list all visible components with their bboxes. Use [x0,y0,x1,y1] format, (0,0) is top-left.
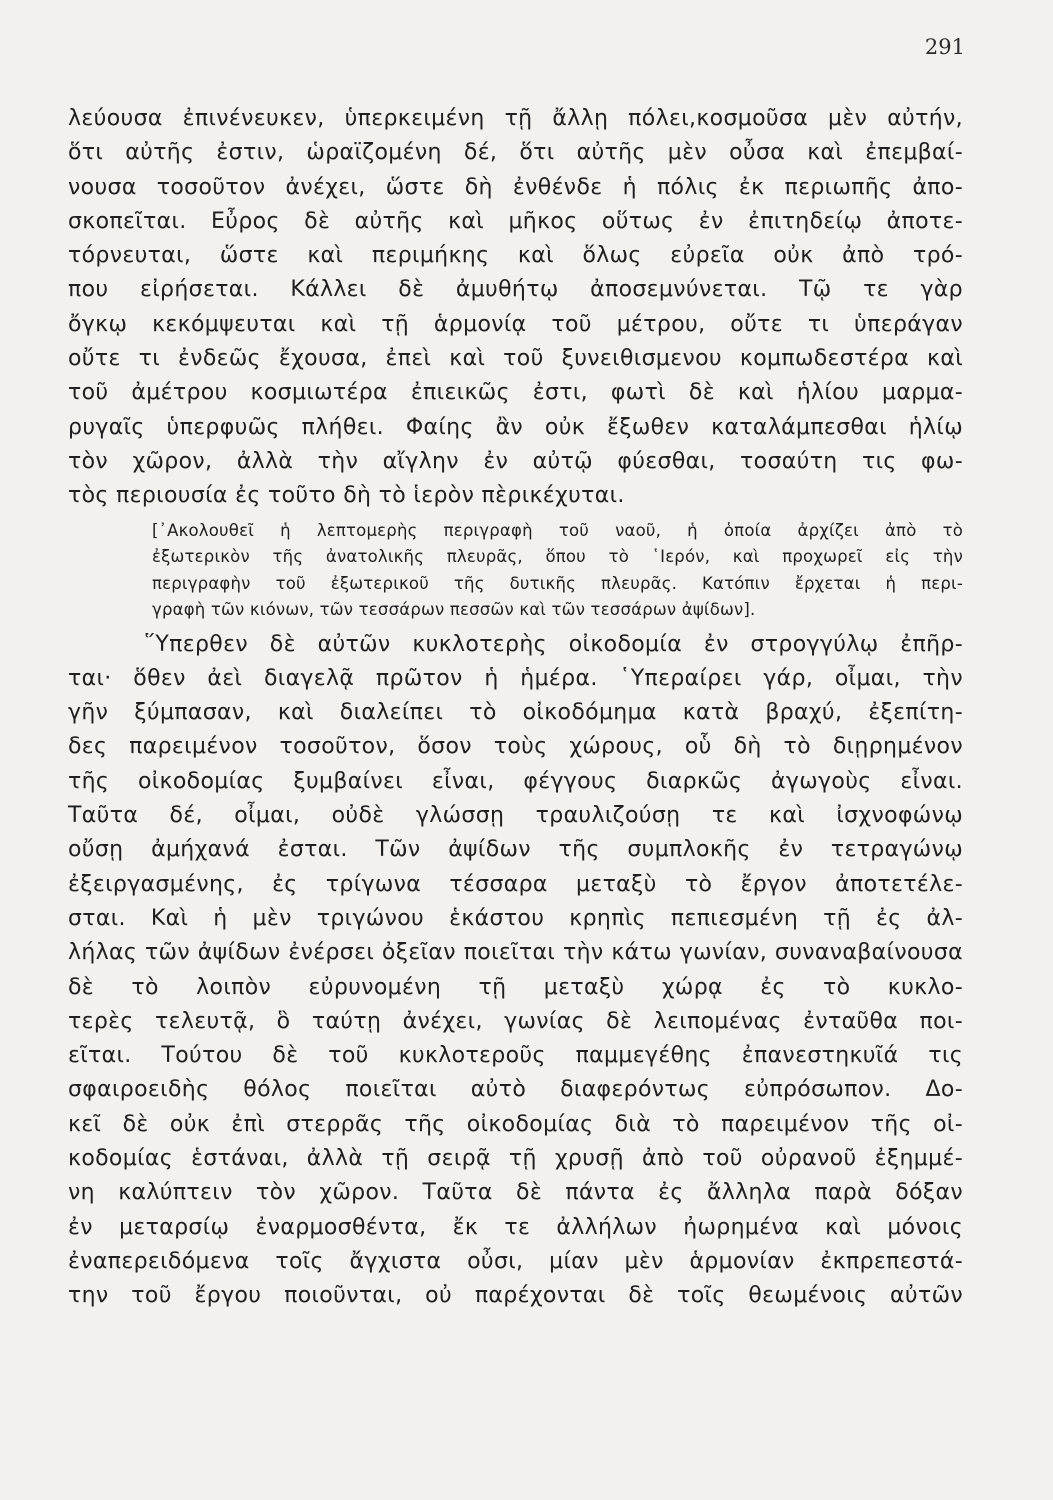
text-line: ὄγκῳ κεκόμψευται καὶ τῇ ἁρμονίᾳ τοῦ μέτρου, οὔτε τι ὑπεράγαν [68,311,963,337]
text-line-last: τὸς περιουσία ἐς τοῦτο δὴ τὸ ἱερὸν πὲρικέχυται. [68,483,625,509]
text-line: λεύουσα ἐπινένευκεν, ὑπερκειμένη τῇ ἄλλῃ πόλει,κοσμοῦσα μὲν αὐτήν, [68,106,963,131]
note-line-last: γραφὴ τῶν κιόνων, τῶν τεσσάρων πεσσῶν καὶ τῶν τεσσάρων ἀψίδων]. [152,600,756,620]
main-text [68,102,963,1314]
text-line: γῆν ξύμπασαν, καὶ διαλείπει τὸ οἰκοδόμημα κατὰ βραχύ, ἐξεπίτη- [68,700,963,726]
text-line: κεῖ δὲ οὐκ ἐπὶ στερρᾶς τῆς οἰκοδομίας διὰ τὸ παρειμένον τῆς οἰ- [68,1111,963,1137]
text-line: ἐν μεταρσίῳ ἐναρμοσθέντα, ἔκ τε ἀλλήλων ἠωρημένα καὶ μόνοις [68,1214,963,1240]
text-line: ται· ὅθεν ἀεὶ διαγελᾷ πρῶτον ἡ ἡμέρα. ῾Υπεραίρει γάρ, οἶμαι, τὴν [68,665,963,691]
text-line: σφαιροειδὴς θόλος ποιεῖται αὐτὸ διαφερόντως εὐπρόσωπον. Δο- [68,1077,963,1103]
text-line: τῆς οἰκοδομίας ξυμβαίνει εἶναι, φέγγους διαρκῶς ἀγωγοὺς εἶναι. [68,768,963,794]
paragraph-2 [68,628,963,1314]
text-line: τόρνευται, ὥστε καὶ περιμήκης καὶ ὅλως εὐρεῖα οὐκ ἀπὸ τρό- [68,243,963,269]
text-line: νουσα τοσοῦτον ἀνέχει, ὥστε δὴ ἐνθένδε ἡ πόλις ἐκ περιωπῆς ἀπο- [68,174,963,200]
text-line: ἐξειργασμένης, ἐς τρίγωνα τέσσαρα μεταξὺ τὸ ἔργον ἀποτετέλε- [68,871,963,897]
text-line: κοδομίας ἑστάναι, ἀλλὰ τῇ σειρᾷ τῇ χρυσῇ ἀπὸ τοῦ οὐρανοῦ ἐξημμέ- [68,1146,963,1172]
text-line: τοῦ ἀμέτρου κοσμιωτέρα ἐπιεικῶς ἐστι, φωτὶ δὲ καὶ ἡλίου μαρμα- [68,380,963,406]
page-number: 291 [924,35,965,59]
note-line: [᾿Ακολουθεῖ ἡ λεπτομερὴς περιγραφὴ τοῦ ναοῦ, ἡ ὁποία ἀρχίζει ἀπὸ τὸ [152,520,963,540]
text-line: τερὲς τελευτᾷ, ὃ ταύτῃ ἀνέχει, γωνίας δὲ λειπομένας ἐνταῦθα ποι- [68,1008,963,1034]
text-line: οὔσῃ ἀμήχανά ἐσται. Τῶν ἀψίδων τῆς συμπλοκῆς ἐν τετραγώνῳ [68,837,963,863]
text-line: ὅτι αὐτῆς ἐστιν, ὡραϊζομένη δέ, ὅτι αὐτῆς μὲν οὖσα καὶ ἐπεμβαί- [68,140,963,166]
note-line: περιγραφὴν τοῦ ἐξωτερικοῦ τῆς δυτικῆς πλευρᾶς. Κατόπιν ἔρχεται ἡ περι- [152,573,963,593]
text-line: δες παρειμένον τοσοῦτον, ὅσον τοὺς χώρους, οὗ δὴ τὸ διῃρημένον [68,734,963,760]
text-line: που εἰρήσεται. Κάλλει δὲ ἀμυθήτῳ ἀποσεμνύνεται. Τῷ τε γὰρ [68,277,963,303]
editorial-note [68,518,963,624]
text-line: δὲ τὸ λοιπὸν εὐρυνομένη τῇ μεταξὺ χώρᾳ ἐς τὸ κυκλο- [68,974,963,1000]
text-line-indented: ῞Υπερθεν δὲ αὐτῶν κυκλοτερὴς οἰκοδομία ἐν στρογγύλῳ ἐπῆρ- [144,631,963,657]
text-line: ἐναπερειδόμενα τοῖς ἄγχιστα οὖσι, μίαν μὲν ἁρμονίαν ἐκπρεπεστά- [68,1248,963,1274]
text-line: οὔτε τι ἐνδεῶς ἔχουσα, ἐπεὶ καὶ τοῦ ξυνειθισμενου κομπωδεστέρα καὶ [68,346,963,372]
text-line: ρυγαῖς ὑπερφυῶς πλήθει. Φαίης ἂν οὐκ ἔξωθεν καταλάμπεσθαι ἡλίῳ [68,414,963,440]
text-line: σται. Καὶ ἡ μὲν τριγώνου ἑκάστου κρηπὶς πεπιεσμένη τῇ ἐς ἀλ- [68,905,963,931]
text-line: εῖται. Τούτου δὲ τοῦ κυκλοτεροῦς παμμεγέθης ἐπανεστηκυῖά τις [68,1043,963,1069]
text-line: την τοῦ ἔργου ποιοῦνται, οὐ παρέχονται δὲ τοῖς θεωμένοις αὐτῶν [68,1283,963,1309]
text-line: νη καλύπτειν τὸν χῶρον. Ταῦτα δὲ πάντα ἐς ἄλληλα παρὰ δόξαν [68,1180,963,1206]
text-line: λήλας τῶν ἀψίδων ἐνέρσει ὀξεῖαν ποιεῖται τὴν κάτω γωνίαν, συναναβαίνουσα [68,940,963,966]
paragraph-1 [68,102,963,514]
text-line: Ταῦτα δέ, οἶμαι, οὐδὲ γλώσσῃ τραυλιζούσῃ τε καὶ ἰσχνοφώνῳ [68,803,963,829]
text-line: σκοπεῖται. Εὖρος δὲ αὐτῆς καὶ μῆκος οὕτως ἐν ἐπιτηδείῳ ἀποτε- [68,208,963,234]
text-line: τὸν χῶρον, ἀλλὰ τὴν αἴγλην ἐν αὐτῷ φύεσθαι, τοσαύτη τις φω- [68,448,963,474]
note-line: ἐξωτερικὸν τῆς ἀνατολικῆς πλευρᾶς, ὅπου τὸ ῾Ιερόν, καὶ προχωρεῖ εἰς τὴν [152,547,963,567]
